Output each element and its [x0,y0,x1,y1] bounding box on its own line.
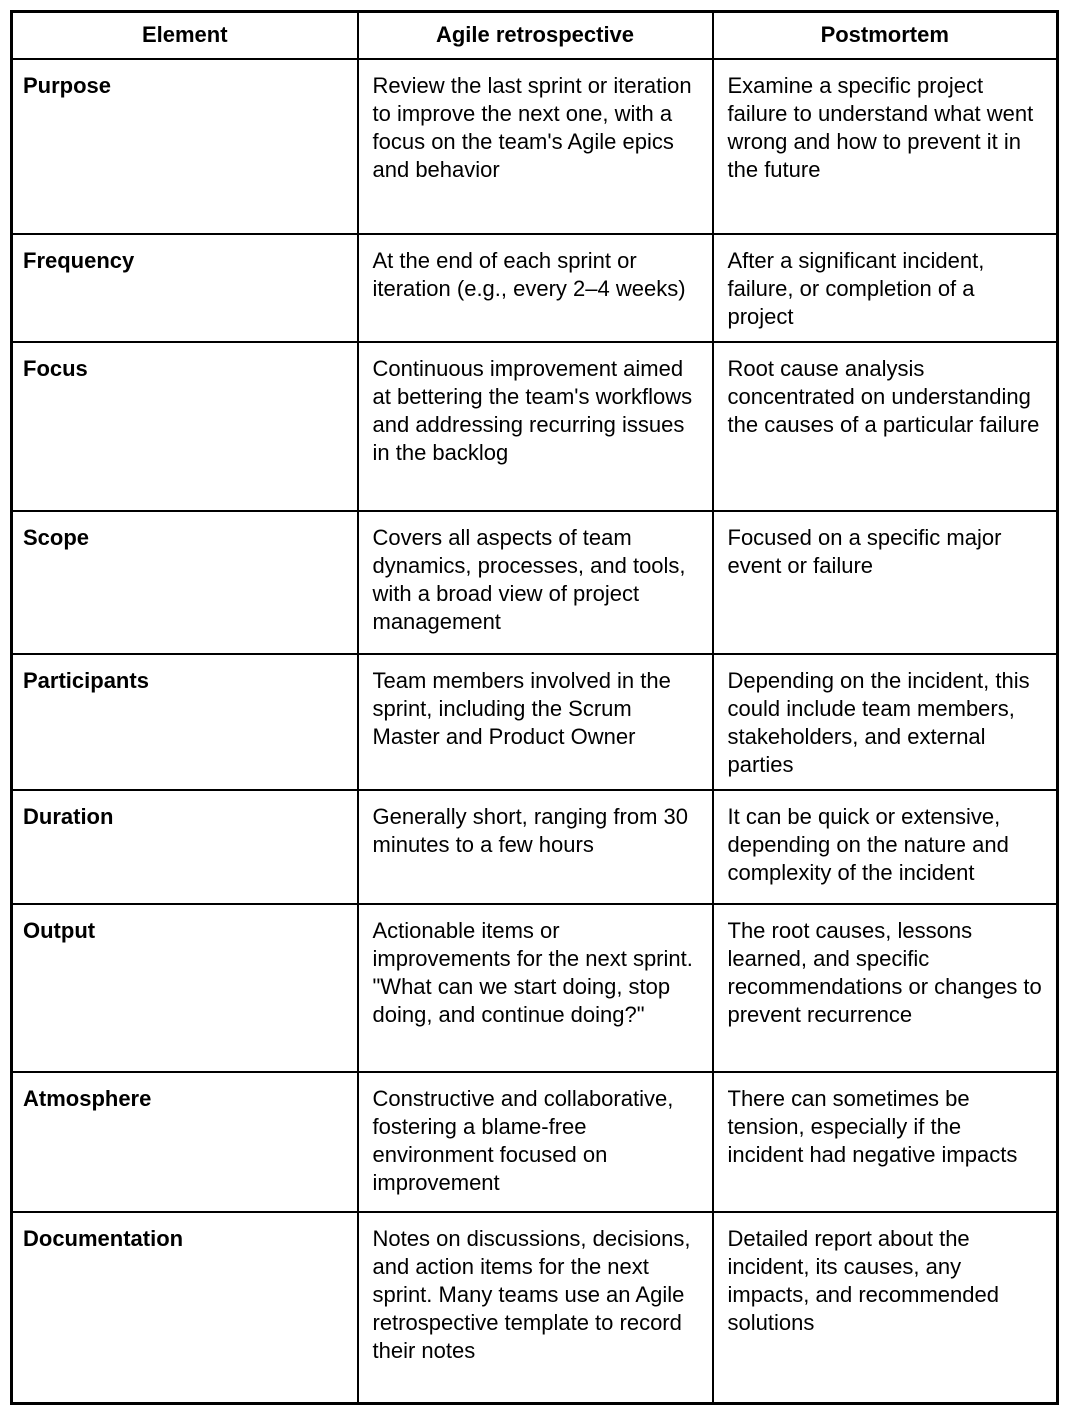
row-label-scope: Scope [12,511,358,654]
table-row-frequency [12,234,1058,342]
comparison-table [10,10,1059,1405]
table-row-scope [12,511,1058,654]
row-label-frequency: Frequency [12,234,358,342]
row-label-participants: Participants [12,654,358,790]
frequency-agile-cell: At the end of each sprint or iteration (e.g., every 2–4 weeks) [358,234,713,342]
purpose-agile-cell: Review the last sprint or iteration to improve the next one, with a focus on the team's Agile epics and behavior [358,59,713,234]
column-header-element: Element [12,12,358,59]
table-header-row [12,12,1058,59]
duration-agile-cell: Generally short, ranging from 30 minutes to a few hours [358,790,713,904]
scope-agile-cell: Covers all aspects of team dynamics, processes, and tools, with a broad view of project management [358,511,713,654]
row-label-output: Output [12,904,358,1072]
duration-postmortem-cell: It can be quick or extensive, depending on the nature and complexity of the incident [713,790,1058,904]
participants-agile-cell: Team members involved in the sprint, including the Scrum Master and Product Owner [358,654,713,790]
column-header-postmortem: Postmortem [713,12,1058,59]
documentation-agile-cell: Notes on discussions, decisions, and action items for the next sprint. Many teams use an Agile retrospective template to record their notes [358,1212,713,1404]
frequency-postmortem-cell: After a significant incident, failure, or completion of a project [713,234,1058,342]
scope-postmortem-cell: Focused on a specific major event or failure [713,511,1058,654]
row-label-duration: Duration [12,790,358,904]
row-label-focus: Focus [12,342,358,511]
table-row-atmosphere [12,1072,1058,1212]
table-row-documentation [12,1212,1058,1404]
table-row-duration [12,790,1058,904]
table-row-purpose [12,59,1058,234]
purpose-postmortem-cell: Examine a specific project failure to understand what went wrong and how to prevent it in the future [713,59,1058,234]
atmosphere-agile-cell: Constructive and collaborative, fostering a blame-free environment focused on improvement [358,1072,713,1212]
table-row-output [12,904,1058,1072]
documentation-postmortem-cell: Detailed report about the incident, its causes, any impacts, and recommended solutions [713,1212,1058,1404]
focus-agile-cell: Continuous improvement aimed at bettering the team's workflows and addressing recurring issues in the backlog [358,342,713,511]
row-label-atmosphere: Atmosphere [12,1072,358,1212]
table-row-participants [12,654,1058,790]
atmosphere-postmortem-cell: There can sometimes be tension, especially if the incident had negative impacts [713,1072,1058,1212]
row-label-purpose: Purpose [12,59,358,234]
output-agile-cell: Actionable items or improvements for the next sprint. "What can we start doing, stop doing, and continue doing?" [358,904,713,1072]
output-postmortem-cell: The root causes, lessons learned, and specific recommendations or changes to prevent recurrence [713,904,1058,1072]
row-label-documentation: Documentation [12,1212,358,1404]
participants-postmortem-cell: Depending on the incident, this could include team members, stakeholders, and external parties [713,654,1058,790]
column-header-agile-retrospective: Agile retrospective [358,12,713,59]
focus-postmortem-cell: Root cause analysis concentrated on understanding the causes of a particular failure [713,342,1058,511]
table-row-focus [12,342,1058,511]
